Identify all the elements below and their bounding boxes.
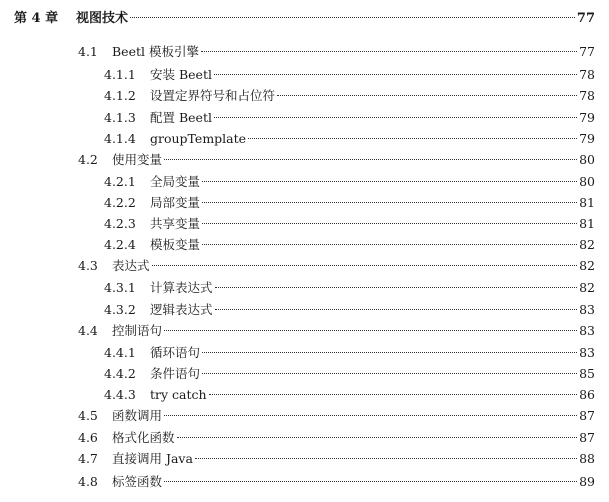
toc-dot-leader	[164, 481, 577, 482]
toc-entry-title: 直接调用 Java	[112, 451, 193, 466]
toc-subsection-entry[interactable]	[104, 86, 595, 106]
toc-dot-leader	[202, 223, 577, 224]
toc-subsection-entry[interactable]	[104, 193, 595, 213]
toc-subsection-entry[interactable]	[104, 65, 595, 85]
toc-entry-number: 4.1.1	[104, 67, 136, 82]
toc-section-entry[interactable]	[78, 472, 595, 492]
toc-page-number: 77	[579, 44, 595, 59]
toc-entry-title: 局部变量	[150, 195, 201, 210]
toc-subsection-entry[interactable]	[104, 278, 595, 298]
toc-entry-number: 4.2.2	[104, 195, 136, 210]
toc-entry-number: 4.1.4	[104, 131, 136, 146]
toc-dot-leader	[201, 51, 577, 52]
toc-chapter-entry[interactable]	[14, 9, 595, 29]
toc-section-entry[interactable]	[78, 449, 595, 469]
toc-dot-leader	[202, 352, 577, 353]
toc-entry-number: 4.1.2	[104, 88, 136, 103]
toc-entry-title: 函数调用	[112, 408, 163, 423]
toc-dot-leader	[214, 117, 577, 118]
toc-page-number: 77	[576, 11, 595, 26]
toc-dot-leader	[164, 330, 577, 331]
toc-section-entry[interactable]	[78, 406, 595, 426]
toc-subsection-entry[interactable]	[104, 172, 595, 192]
toc-page-number: 78	[579, 88, 595, 103]
toc-entry-number: 4.2	[78, 152, 98, 167]
toc-entry-title: 共享变量	[150, 216, 201, 231]
toc-entry-title: 设置定界符号和占位符	[150, 88, 276, 103]
toc-entry-title: 配置 Beetl	[150, 110, 212, 125]
toc-page-number: 89	[579, 474, 595, 489]
toc-dot-leader	[214, 74, 577, 75]
toc-entry-title: 安装 Beetl	[150, 67, 212, 82]
toc-dot-leader	[177, 437, 577, 438]
toc-entry-title: Beetl 模板引擎	[112, 44, 199, 59]
toc-entry-number: 4.4.2	[104, 366, 136, 381]
toc-entry-title: 标签函数	[112, 474, 163, 489]
toc-entry-number: 4.1.3	[104, 110, 136, 125]
toc-page-number: 79	[579, 131, 595, 146]
toc-subsection-entry[interactable]	[104, 300, 595, 320]
toc-page-number: 80	[579, 174, 595, 189]
toc-entry-number: 4.4.1	[104, 345, 136, 360]
toc-entry-title: 控制语句	[112, 323, 163, 338]
toc-page-number: 87	[579, 430, 595, 445]
toc-page-number: 81	[579, 195, 595, 210]
toc-entry-number: 4.3	[78, 258, 98, 273]
toc-entry-title: groupTemplate	[150, 131, 247, 146]
toc-section-entry[interactable]	[78, 42, 595, 62]
toc-dot-leader	[209, 394, 577, 395]
toc-dot-leader	[277, 95, 577, 96]
toc-entry-title: 使用变量	[112, 152, 163, 167]
toc-section-entry[interactable]	[78, 428, 595, 448]
toc-dot-leader	[164, 159, 577, 160]
toc-entry-title: 循环语句	[150, 345, 201, 360]
toc-entry-number: 4.5	[78, 408, 98, 423]
toc-dot-leader	[215, 287, 577, 288]
toc-page-number: 80	[579, 152, 595, 167]
toc-entry-number: 4.4.3	[104, 387, 136, 402]
toc-entry-number: 4.7	[78, 451, 98, 466]
toc-page-number: 79	[579, 110, 595, 125]
toc-subsection-entry[interactable]	[104, 343, 595, 363]
toc-page-number: 83	[579, 345, 595, 360]
toc-dot-leader	[215, 309, 577, 310]
toc-page-number: 78	[579, 67, 595, 82]
toc-subsection-entry[interactable]	[104, 385, 595, 405]
toc-entry-number: 4.3.1	[104, 280, 136, 295]
toc-entry-title: 条件语句	[150, 366, 201, 381]
toc-entry-number: 4.6	[78, 430, 98, 445]
toc-dot-leader	[202, 244, 577, 245]
toc-dot-leader	[152, 265, 577, 266]
toc-entry-title: 计算表达式	[150, 280, 213, 295]
toc-entry-title: 逻辑表达式	[150, 302, 213, 317]
toc-entry-number: 4.2.1	[104, 174, 136, 189]
toc-page-number: 85	[579, 366, 595, 381]
toc-page-number: 82	[579, 280, 595, 295]
toc-entry-number: 4.8	[78, 474, 98, 489]
toc-entry-title: 视图技术	[76, 11, 129, 26]
toc-page-number: 82	[579, 258, 595, 273]
toc-entry-number: 4.4	[78, 323, 98, 338]
toc-subsection-entry[interactable]	[104, 364, 595, 384]
toc-subsection-entry[interactable]	[104, 108, 595, 128]
toc-page-number: 81	[579, 216, 595, 231]
toc-page-number: 86	[579, 387, 595, 402]
toc-entry-number: 4.2.4	[104, 237, 136, 252]
toc-page-number: 82	[579, 237, 595, 252]
toc-entry-title: 模板变量	[150, 237, 201, 252]
toc-entry-number: 4.3.2	[104, 302, 136, 317]
toc-dot-leader	[202, 202, 577, 203]
toc-section-entry[interactable]	[78, 321, 595, 341]
toc-page-number: 88	[579, 451, 595, 466]
toc-subsection-entry[interactable]	[104, 235, 595, 255]
toc-entry-number: 第 4 章	[14, 11, 59, 26]
toc-subsection-entry[interactable]	[104, 214, 595, 234]
toc-page-number: 87	[579, 408, 595, 423]
toc-dot-leader	[202, 181, 577, 182]
toc-dot-leader	[130, 17, 575, 18]
toc-dot-leader	[164, 415, 577, 416]
toc-entry-title: 格式化函数	[112, 430, 175, 445]
toc-page-number: 83	[579, 323, 595, 338]
toc-entry-number: 4.1	[78, 44, 98, 59]
toc-section-entry[interactable]	[78, 150, 595, 170]
toc-entry-title: 全局变量	[150, 174, 201, 189]
toc-section-entry[interactable]	[78, 256, 595, 276]
toc-page-number: 83	[579, 302, 595, 317]
toc-entry-title: try catch	[150, 387, 207, 402]
toc-dot-leader	[195, 458, 577, 459]
toc-dot-leader	[248, 138, 577, 139]
toc-subsection-entry[interactable]	[104, 129, 595, 149]
toc-entry-title: 表达式	[112, 258, 150, 273]
toc-entry-number: 4.2.3	[104, 216, 136, 231]
toc-dot-leader	[202, 373, 577, 374]
